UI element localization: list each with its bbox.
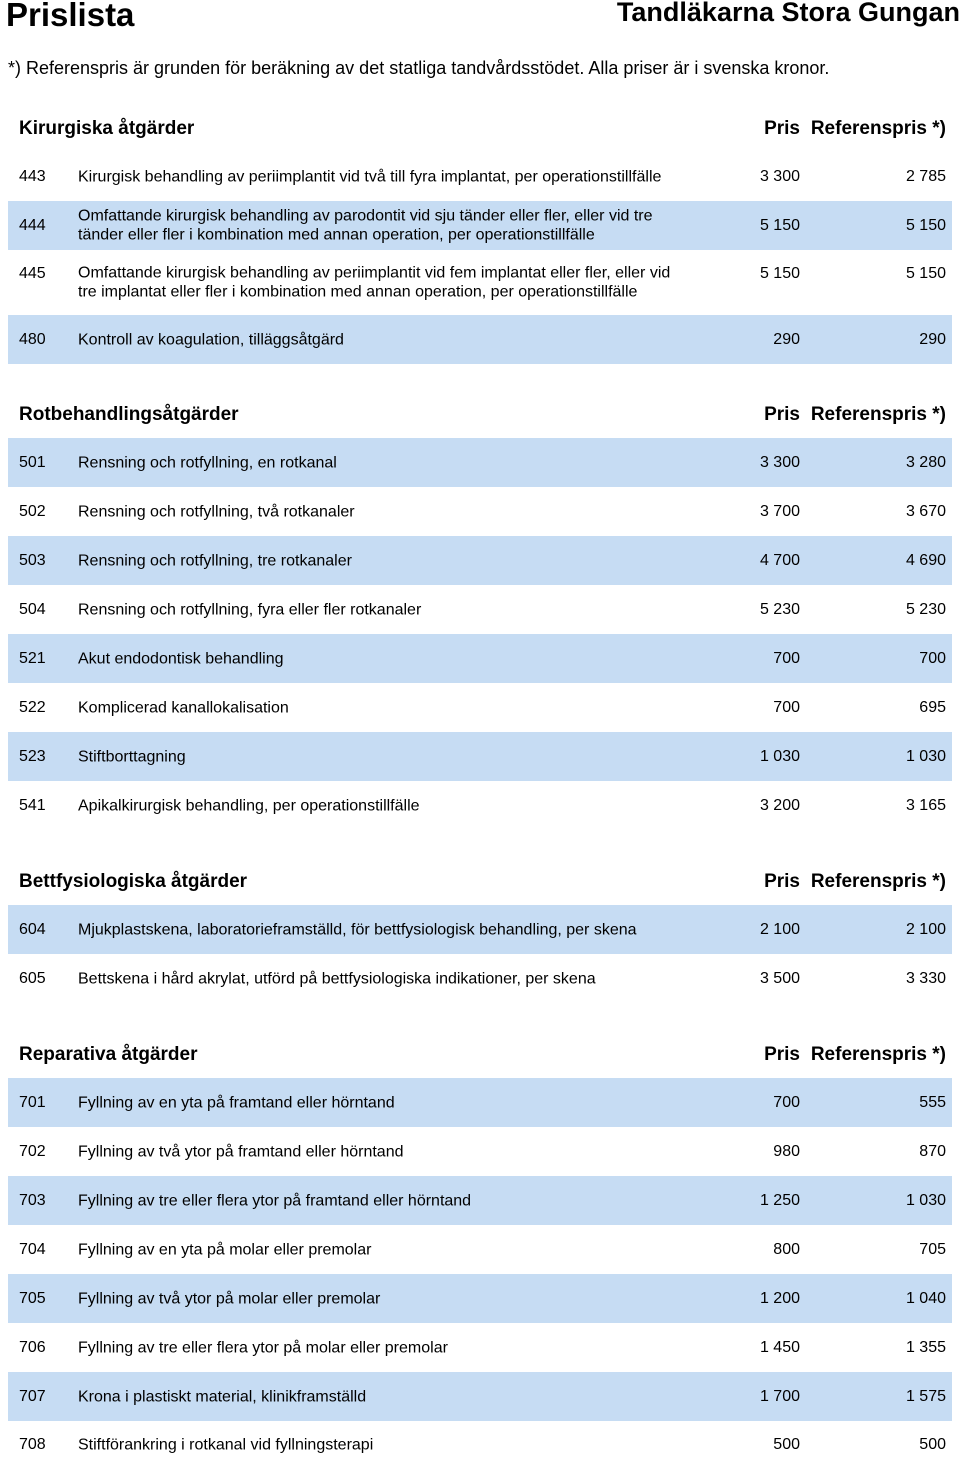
row-price: 5 150: [759, 216, 800, 234]
row-code: 701: [19, 1093, 46, 1111]
row-reference-price: 2 785: [905, 167, 946, 185]
row-price: 980: [773, 1142, 800, 1160]
section-title: Bettfysiologiska åtgärder: [19, 871, 248, 892]
row-reference-price: 870: [919, 1142, 946, 1160]
row-description: Fyllning av två ytor på framtand eller hörntand: [78, 1142, 404, 1160]
row-reference-price: 555: [919, 1093, 946, 1111]
row-reference-price: 695: [919, 698, 946, 716]
section-reparativa: [8, 1034, 952, 1457]
row-price: 2 100: [759, 920, 800, 938]
table-row: [8, 634, 952, 683]
row-reference-price: 5 230: [905, 600, 946, 618]
table-row: [8, 1127, 952, 1176]
row-description: Omfattande kirurgisk behandling av parodontit vid sju tänder eller fler, eller vid tre tänder eller fler i kombination med annan operation, per operationstillfälle: [78, 207, 653, 244]
row-price: 1 030: [759, 747, 800, 765]
reference-column-header: Referenspris *): [810, 871, 946, 892]
table-row: [8, 315, 952, 364]
table-row: [8, 732, 952, 781]
row-reference-price: 5 150: [905, 216, 946, 234]
row-description: Stiftborttagning: [78, 747, 186, 765]
row-reference-price: 500: [919, 1436, 946, 1453]
row-price: 1 200: [759, 1289, 800, 1307]
row-reference-price: 5 150: [905, 265, 946, 282]
row-code: 443: [19, 167, 46, 185]
table-row: [8, 585, 952, 634]
row-price: 3 300: [759, 453, 800, 471]
row-code: 704: [19, 1240, 46, 1258]
row-description: Rensning och rotfyllning, två rotkanaler: [78, 502, 355, 520]
section-rotbehandling: [8, 394, 952, 830]
row-code: 522: [19, 698, 46, 716]
row-code: 541: [19, 796, 46, 814]
row-price: 3 200: [759, 796, 800, 814]
table-row: [8, 438, 952, 487]
row-description: Fyllning av två ytor på molar eller premolar: [78, 1289, 381, 1307]
row-description: Fyllning av en yta på framtand eller hörntand: [78, 1093, 395, 1111]
section-header: [8, 1034, 952, 1078]
price-column-header: Pris: [764, 1044, 800, 1065]
reference-column-header: Referenspris *): [810, 118, 946, 139]
section-header: [8, 108, 952, 152]
table-row: [8, 152, 952, 201]
table-row: [8, 1274, 952, 1323]
row-price: 800: [773, 1240, 800, 1258]
row-description: Rensning och rotfyllning, tre rotkanaler: [78, 551, 352, 569]
table-row: [8, 250, 952, 315]
row-code: 605: [19, 969, 46, 987]
section-header: [8, 394, 952, 438]
row-description: Krona i plastiskt material, klinikframställd: [78, 1387, 367, 1405]
row-reference-price: 1 040: [905, 1289, 946, 1307]
row-reference-price: 1 355: [905, 1338, 946, 1356]
row-description: Omfattande kirurgisk behandling av periimplantit vid fem implantat eller fler, eller vid tre implantat eller fler i kombination med annan operation, per operationstillfälle: [78, 264, 671, 301]
row-price: 1 250: [759, 1191, 800, 1209]
table-row: [8, 1372, 952, 1421]
row-description: Fyllning av tre eller flera ytor på molar eller premolar: [78, 1338, 448, 1356]
row-price: 3 300: [759, 167, 800, 185]
row-price: 700: [773, 698, 800, 716]
row-code: 445: [19, 265, 46, 282]
row-description: Kirurgisk behandling av periimplantit vid två till fyra implantat, per operationstillfälle: [78, 167, 662, 185]
row-price: 5 150: [759, 265, 800, 282]
row-price: 700: [773, 1093, 800, 1111]
table-row: [8, 1421, 952, 1457]
row-description: Rensning och rotfyllning, fyra eller fler rotkanaler: [78, 600, 422, 618]
reference-column-header: Referenspris *): [810, 404, 946, 425]
row-price: 700: [773, 649, 800, 667]
row-reference-price: 1 030: [905, 1191, 946, 1209]
row-reference-price: 3 165: [905, 796, 946, 814]
reference-note: *) Referenspris är grunden för beräkning av det statliga tandvårdsstödet. Alla priser är i svenska kronor.: [8, 58, 830, 78]
section-title: Rotbehandlingsåtgärder: [19, 404, 239, 425]
row-price: 290: [773, 330, 800, 348]
row-code: 523: [19, 747, 46, 765]
row-description: Fyllning av tre eller flera ytor på framtand eller hörntand: [78, 1191, 472, 1209]
row-code: 707: [19, 1387, 46, 1405]
price-column-header: Pris: [764, 404, 800, 425]
row-reference-price: 2 100: [905, 920, 946, 938]
row-price: 500: [773, 1436, 800, 1453]
section-kirurgiska: [8, 108, 952, 364]
table-row: [8, 1225, 952, 1274]
row-code: 480: [19, 330, 46, 348]
row-description: Bettskena i hård akrylat, utförd på bettfysiologiska indikationer, per skena: [78, 969, 596, 987]
row-code: 502: [19, 502, 46, 520]
row-description: Akut endodontisk behandling: [78, 649, 284, 667]
table-row: [8, 1323, 952, 1372]
row-reference-price: 1 575: [905, 1387, 946, 1405]
row-reference-price: 3 280: [905, 453, 946, 471]
row-code: 501: [19, 453, 46, 471]
row-price: 4 700: [759, 551, 800, 569]
row-code: 703: [19, 1191, 46, 1209]
row-code: 705: [19, 1289, 46, 1307]
section-title: Kirurgiska åtgärder: [19, 118, 195, 139]
table-row: [8, 905, 952, 954]
row-description: Stiftförankring i rotkanal vid fyllningsterapi: [78, 1436, 374, 1454]
table-row: [8, 536, 952, 585]
clinic-name: Tandläkarna Stora Gungan: [616, 0, 960, 27]
row-reference-price: 1 030: [905, 747, 946, 765]
row-description: Komplicerad kanallokalisation: [78, 698, 289, 716]
row-description: Fyllning av en yta på molar eller premolar: [78, 1240, 372, 1258]
row-price: 1 700: [759, 1387, 800, 1405]
row-code: 503: [19, 551, 46, 569]
row-code: 504: [19, 600, 46, 618]
row-description: Apikalkirurgisk behandling, per operationstillfälle: [78, 796, 420, 814]
row-reference-price: 3 330: [905, 969, 946, 987]
row-reference-price: 4 690: [905, 551, 946, 569]
table-row: [8, 683, 952, 732]
row-price: 1 450: [759, 1338, 800, 1356]
section-title: Reparativa åtgärder: [19, 1044, 198, 1065]
price-column-header: Pris: [764, 118, 800, 139]
page-header: [0, 0, 960, 40]
row-code: 702: [19, 1142, 46, 1160]
row-code: 444: [19, 216, 46, 234]
row-reference-price: 705: [919, 1240, 946, 1258]
table-row: [8, 201, 952, 250]
row-reference-price: 290: [919, 330, 946, 348]
table-row: [8, 954, 952, 1003]
row-reference-price: 3 670: [905, 502, 946, 520]
row-code: 521: [19, 649, 46, 667]
table-row: [8, 1176, 952, 1225]
row-price: 3 700: [759, 502, 800, 520]
reference-column-header: Referenspris *): [810, 1044, 946, 1065]
row-price: 5 230: [759, 600, 800, 618]
row-price: 3 500: [759, 969, 800, 987]
row-code: 708: [19, 1436, 46, 1453]
row-reference-price: 700: [919, 649, 946, 667]
row-code: 604: [19, 920, 46, 938]
row-code: 706: [19, 1338, 46, 1356]
row-description: Kontroll av koagulation, tilläggsåtgärd: [78, 330, 344, 348]
table-row: [8, 781, 952, 830]
section-bettfysiologiska: [8, 861, 952, 1003]
row-description: Mjukplastskena, laboratorieframställd, för bettfysiologisk behandling, per skena: [78, 920, 637, 938]
row-description: Rensning och rotfyllning, en rotkanal: [78, 453, 337, 471]
table-row: [8, 1078, 952, 1127]
page-title: Prislista: [6, 0, 135, 33]
table-row: [8, 487, 952, 536]
price-column-header: Pris: [764, 871, 800, 892]
section-header: [8, 861, 952, 905]
